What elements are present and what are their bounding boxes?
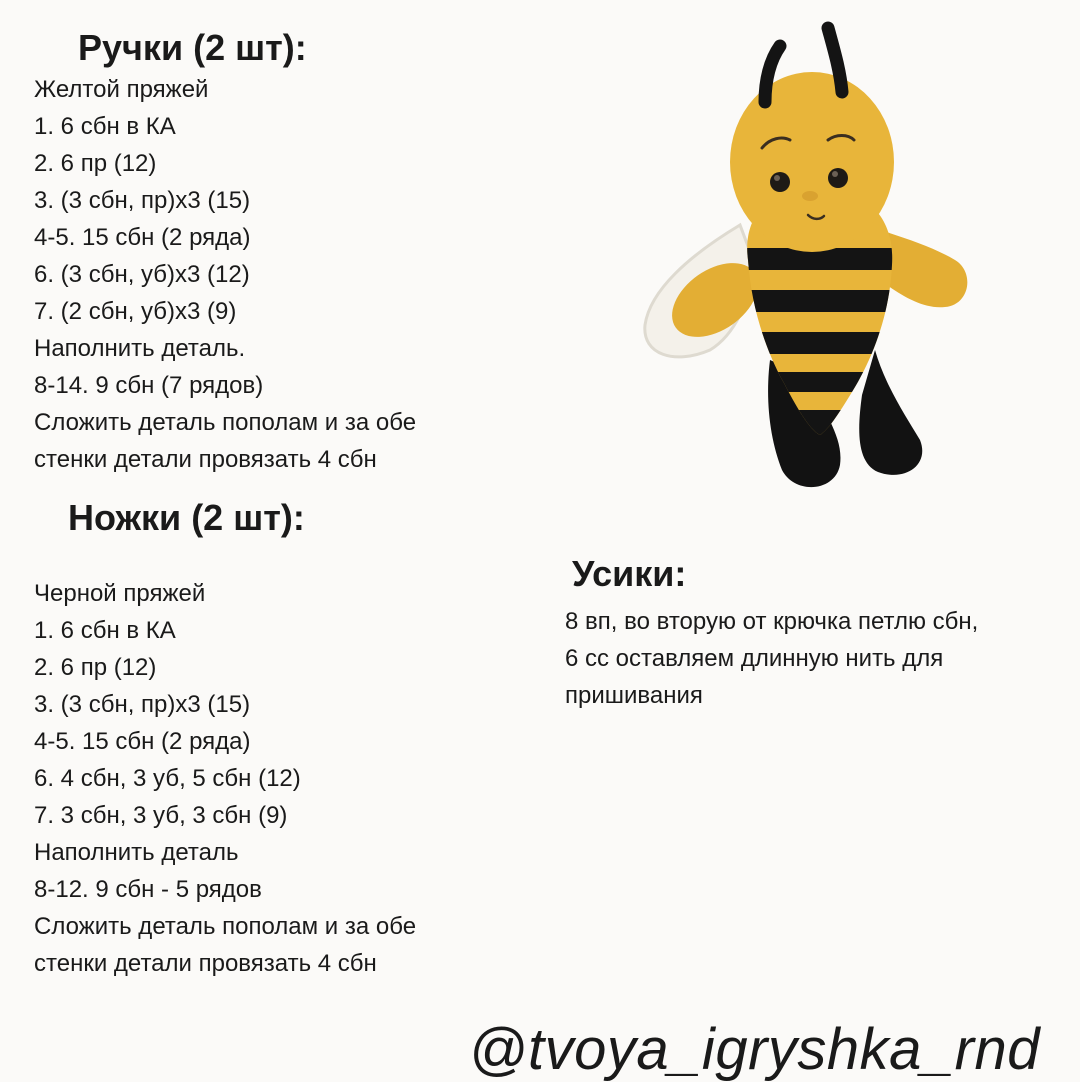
list-item: пришивания <box>565 682 703 709</box>
arms-instructions <box>34 71 416 478</box>
list-item: 2. 6 пр (12) <box>34 150 157 177</box>
list-item: стенки детали провязать 4 сбн <box>34 446 377 473</box>
list-item: Сложить деталь пополам и за обе <box>34 409 417 436</box>
list-item: 8-14. 9 сбн (7 рядов) <box>34 372 264 399</box>
list-item: Черной пряжей <box>34 580 206 607</box>
antennae-title: Усики: <box>572 553 687 594</box>
list-item: 2. 6 пр (12) <box>34 654 157 681</box>
list-item: Сложить деталь пополам и за обе <box>34 913 417 940</box>
crochet-bee-photo <box>630 10 990 500</box>
list-item: 8 вп, во вторую от крючка петлю сбн, <box>565 608 979 635</box>
antennae-instructions <box>565 603 978 714</box>
legs-instructions <box>34 575 416 982</box>
list-item: 1. 6 сбн в КА <box>34 617 176 644</box>
list-item: 6. (3 сбн, уб)х3 (12) <box>34 261 250 288</box>
list-item: Наполнить деталь. <box>34 335 246 362</box>
legs-title: Ножки (2 шт): <box>68 497 305 538</box>
list-item: 7. 3 сбн, 3 уб, 3 сбн (9) <box>34 802 288 829</box>
nose-shape <box>802 191 818 201</box>
right-leg-shape <box>859 350 922 475</box>
list-item: 8-12. 9 сбн - 5 рядов <box>34 876 262 903</box>
list-item: стенки детали провязать 4 сбн <box>34 950 377 977</box>
arms-title: Ручки (2 шт): <box>78 27 307 68</box>
author-handle: @tvoya_igryshka_rnd <box>468 1017 1040 1082</box>
list-item: 6. 4 сбн, 3 уб, 5 сбн (12) <box>34 765 301 792</box>
list-item: 6 сс оставляем длинную нить для <box>565 645 944 672</box>
list-item: 4-5. 15 сбн (2 ряда) <box>34 728 251 755</box>
head-shape <box>730 72 894 252</box>
list-item: 3. (3 сбн, пр)х3 (15) <box>34 691 251 718</box>
list-item: Наполнить деталь <box>34 839 239 866</box>
list-item: 7. (2 сбн, уб)х3 (9) <box>34 298 237 325</box>
right-eye-shape <box>828 168 848 188</box>
left-eye-shape <box>770 172 790 192</box>
list-item: 4-5. 15 сбн (2 ряда) <box>34 224 251 251</box>
list-item: 1. 6 сбн в КА <box>34 113 176 140</box>
list-item: 3. (3 сбн, пр)х3 (15) <box>34 187 251 214</box>
list-item: Желтой пряжей <box>34 76 209 103</box>
